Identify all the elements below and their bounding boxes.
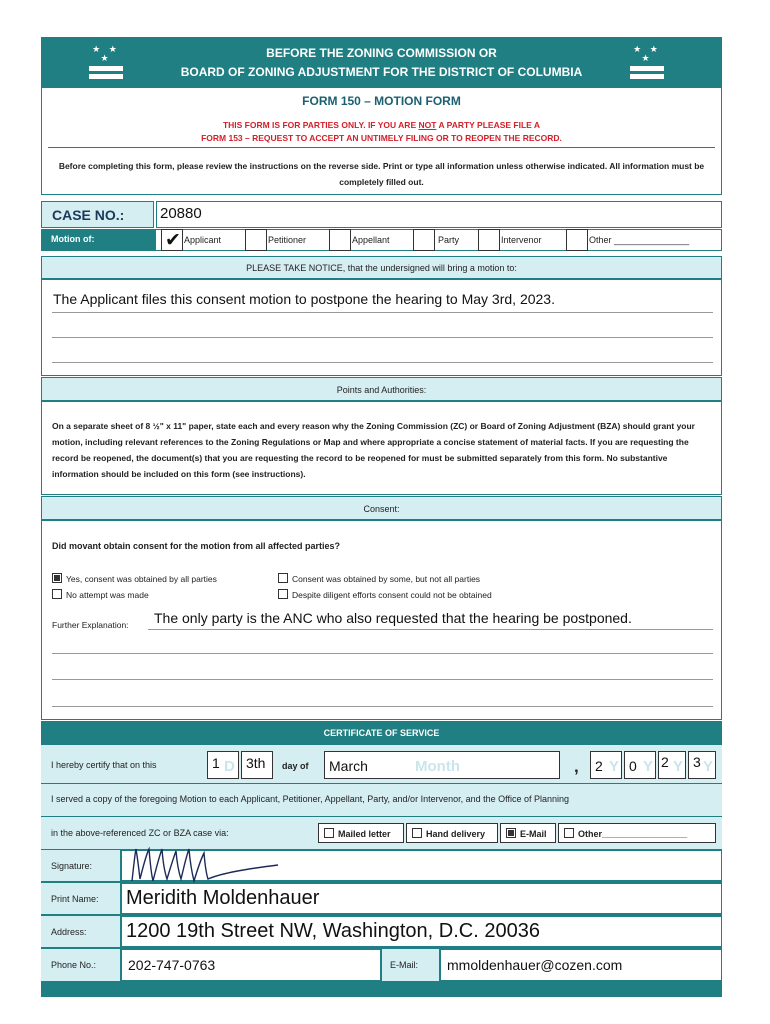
phone-label-cell: Phone No.: [41, 949, 120, 981]
motion-of-label: Motion of: [51, 234, 95, 244]
phone-field[interactable] [121, 949, 381, 981]
month-field[interactable]: March Month [324, 751, 560, 779]
consent-question: Did movant obtain consent for the motion from all affected parties? [52, 541, 341, 551]
certify-label: I hereby certify that on this [51, 760, 157, 770]
checkbox-party[interactable] [413, 229, 435, 251]
via-mailed-letter[interactable]: Mailed letter [318, 823, 404, 843]
dc-flag-right-icon: ★ ★ ★ [630, 45, 664, 71]
header-band [41, 37, 722, 87]
option-party-label: Party [438, 235, 460, 245]
notice-bar: PLEASE TAKE NOTICE, that the undersigned will bring a motion to: [41, 256, 722, 279]
form-title: FORM 150 – MOTION FORM [302, 94, 461, 108]
consent-option-some[interactable]: Consent was obtained by some, but not all parties [278, 573, 480, 584]
checkbox-icon [278, 589, 288, 599]
form-title-block [41, 87, 722, 195]
email-value: mmoldenhauer@cozen.com [447, 957, 623, 973]
checkbox-intervenor[interactable] [478, 229, 500, 251]
year-comma: , [574, 757, 579, 776]
via-other[interactable]: Other_________________ [558, 823, 716, 843]
case-label-cell [41, 201, 154, 228]
points-body-block [41, 401, 722, 495]
option-petitioner-label: Petitioner [268, 235, 307, 245]
email-label-cell: E-Mail: [382, 949, 439, 981]
checkbox-icon [412, 828, 422, 838]
year-digit-1-field[interactable]: 2 Y [590, 751, 622, 779]
option-intervenor-label: Intervenor [501, 235, 542, 245]
option-appellant-label: Appellant [352, 235, 390, 245]
consent-option-none[interactable]: No attempt was made [52, 589, 149, 600]
checkbox-icon [324, 828, 334, 838]
year-digit-3-field[interactable]: 2 Y [658, 751, 686, 779]
consent-header: Consent: [41, 496, 722, 520]
consent-block [41, 520, 722, 720]
checkbox-icon [564, 828, 574, 838]
header-line-1: BEFORE THE ZONING COMMISSION OR [266, 46, 497, 60]
form-warning: THIS FORM IS FOR PARTIES ONLY. IF YOU ARE NOT A PARTY PLEASE FILE A FORM 153 – REQUEST TO ACCEPT AN UNTIMELY FILING OR TO REOPEN THE RECORD. [201, 120, 562, 143]
checkbox-checked-icon [52, 573, 62, 583]
consent-option-yes[interactable]: Yes, consent was obtained by all parties [52, 573, 217, 584]
motion-of-label-cell [41, 229, 156, 251]
checkbox-other[interactable] [566, 229, 588, 251]
certificate-header: CERTIFICATE OF SERVICE [323, 728, 440, 738]
option-other-label: Other _______________ [589, 235, 690, 245]
day-digit-1-field[interactable]: 1 D [207, 751, 239, 779]
via-hand-delivery[interactable]: Hand delivery [406, 823, 498, 843]
checkmark-icon: ✔ [165, 230, 181, 251]
phone-value: 202-747-0763 [128, 957, 216, 973]
checkbox-checked-icon [506, 828, 516, 838]
further-explanation-text[interactable]: The only party is the ANC who also requested that the hearing be postponed. [154, 610, 632, 626]
served-text: I served a copy of the foregoing Motion to each Applicant, Petitioner, Appellant, Party, and/or Intervenor, and the Office of Planning [51, 794, 569, 804]
motion-text-line-1: The Applicant files this consent motion to postpone the hearing to May 3rd, 2023. [53, 291, 555, 307]
signature-field[interactable] [121, 850, 722, 881]
checkbox-applicant[interactable] [161, 229, 183, 251]
address-field[interactable] [121, 916, 722, 947]
header-line-2: BOARD OF ZONING ADJUSTMENT FOR THE DISTRICT OF COLUMBIA [180, 65, 583, 79]
via-label: in the above-referenced ZC or BZA case via: [51, 828, 229, 838]
print-name-label-cell: Print Name: [41, 883, 120, 914]
year-digit-4-field[interactable]: 3 Y [688, 751, 716, 779]
via-email[interactable]: E-Mail [500, 823, 556, 843]
checkbox-icon [52, 589, 62, 599]
day-of-label: day of [282, 761, 309, 771]
points-header: Points and Authorities: [41, 377, 722, 401]
address-value: 1200 19th Street NW, Washington, D.C. 20036 [126, 920, 540, 942]
form-instructions: Before completing this form, please review the instructions on the reverse side. Print or type all information unless otherwise indicated. All information must be completely filled out. [58, 161, 705, 187]
dc-flag-left-icon: ★ ★ ★ [89, 45, 123, 71]
signature-label-cell: Signature: [41, 850, 120, 881]
consent-option-despite[interactable]: Despite diligent efforts consent could not be obtained [278, 589, 492, 600]
print-name-value: Meridith Moldenhauer [126, 887, 320, 909]
email-field[interactable] [440, 949, 722, 981]
year-digit-2-field[interactable]: 0 Y [624, 751, 656, 779]
case-label: CASE NO.: [52, 207, 125, 223]
further-explanation-label: Further Explanation: [52, 620, 129, 630]
checkbox-icon [278, 573, 288, 583]
checkbox-petitioner[interactable] [245, 229, 267, 251]
option-applicant-label: Applicant [184, 235, 222, 245]
checkbox-appellant[interactable] [329, 229, 351, 251]
address-label-cell: Address: [41, 916, 120, 947]
handwritten-signature [126, 843, 286, 885]
case-number-field[interactable] [156, 201, 722, 228]
points-body-text: On a separate sheet of 8 ½" x 11" paper, state each and every reason why the Zoning Commission (ZC) or Board of Zoning Adjustment (BZA) should grant your motion, including relevant references to the Zoning Regulations or Map and where appropriate a concise statement of material facts. If you are requesting the record be reopened, the document(s) that you are requesting the record to be reopened for must be submitted separately from this form. No substantive information should be included on this form (see instructions). [52, 421, 695, 479]
day-digit-2-field[interactable]: 3th [241, 751, 273, 779]
case-number-value: 20880 [160, 205, 202, 222]
print-name-field[interactable] [121, 883, 722, 914]
motion-text-area[interactable] [41, 279, 722, 376]
